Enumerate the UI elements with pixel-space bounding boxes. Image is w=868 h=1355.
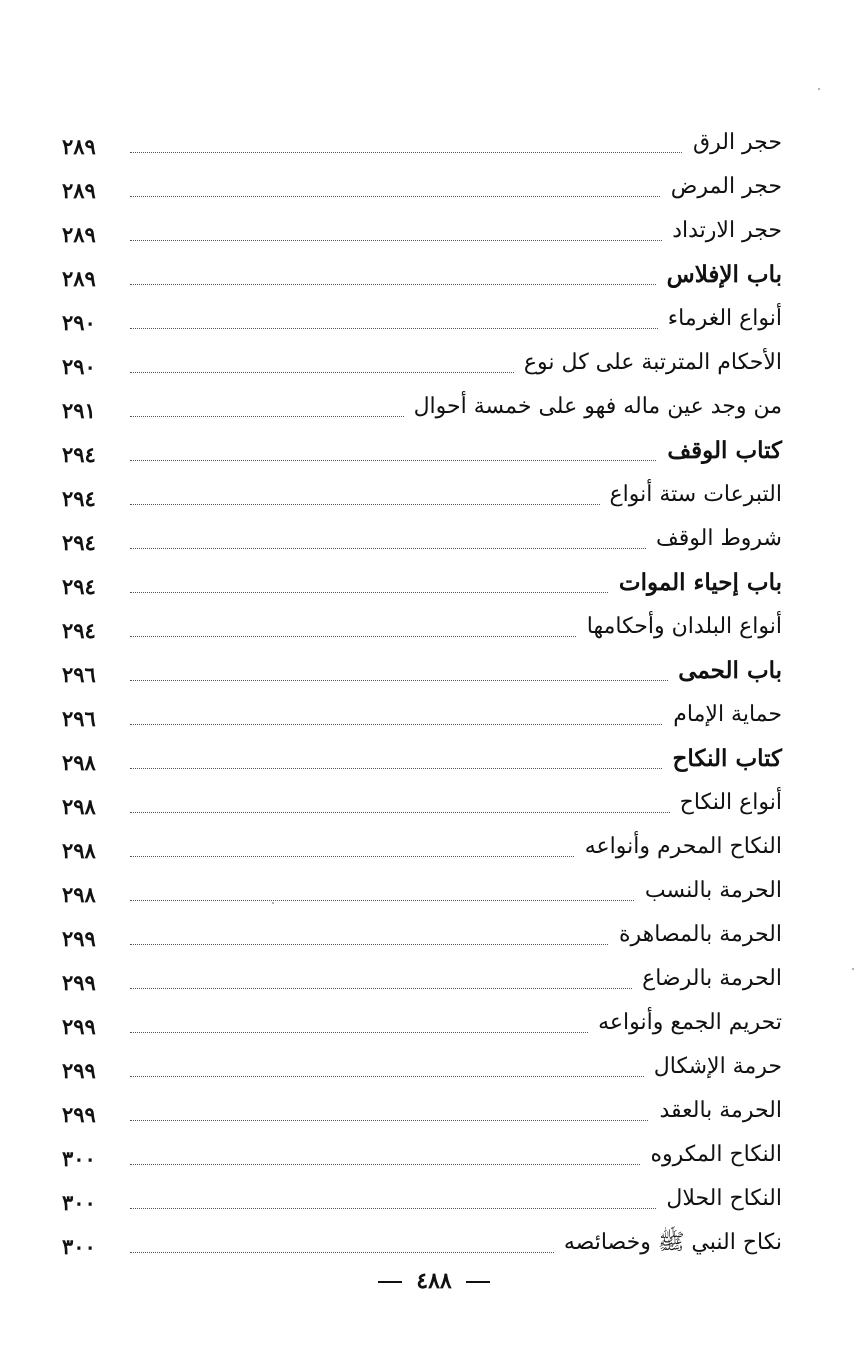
toc-entry-title: الحرمة بالمصاهرة: [609, 920, 782, 950]
dot-leader: [130, 812, 762, 813]
toc-entry: [62, 824, 792, 868]
toc-entry-title: نكاح النبي ﷺ وخصائصه: [554, 1228, 782, 1258]
toc-page-number: ٢٩٩: [62, 926, 96, 951]
page-footer: [0, 1268, 868, 1294]
toc-entry: [62, 604, 792, 648]
toc-page-number: ٢٩٤: [62, 530, 96, 555]
toc-page-number: ٢٩٤: [62, 574, 96, 599]
toc-entry: [62, 780, 792, 824]
toc-entry-title: أنواع الغرماء: [658, 304, 782, 334]
toc-entry: [62, 384, 792, 428]
toc-entry: [62, 912, 792, 956]
toc-page-number: ٢٨٩: [62, 222, 96, 247]
toc-page-number: ٢٩٦: [62, 706, 96, 731]
toc-entry: [62, 560, 792, 604]
toc-entry-title: النكاح المحرم وأنواعه: [575, 832, 782, 862]
toc-entry: [62, 1220, 792, 1264]
toc-entry-title: تحريم الجمع وأنواعه: [588, 1008, 782, 1038]
toc-entry-title: من وجد عين ماله فهو على خمسة أحوال: [404, 392, 782, 422]
toc-page-number: ٢٩٤: [62, 618, 96, 643]
toc-page-number: ٢٨٩: [62, 134, 96, 159]
toc-entry-title: حجر الارتداد: [662, 216, 782, 246]
toc-entry-title: النكاح الحلال: [656, 1184, 782, 1214]
toc-entry-title: الحرمة بالنسب: [635, 876, 782, 906]
toc-entry: [62, 516, 792, 560]
toc-entry: [62, 428, 792, 472]
toc-entry-title: التبرعات ستة أنواع: [600, 480, 782, 510]
toc-entry: [62, 692, 792, 736]
toc-page-number: ٢٨٩: [62, 266, 96, 291]
toc-section-heading: باب إحياء الموات: [609, 568, 782, 598]
toc-entry: [62, 648, 792, 692]
scan-speck: [852, 968, 854, 970]
toc-page-number: ٢٩٤: [62, 486, 96, 511]
toc-section-heading: باب الإفلاس: [657, 260, 782, 290]
toc-entry: [62, 252, 792, 296]
toc-entry-title: حجر الرق: [683, 128, 782, 158]
toc-entry-title: حجر المرض: [661, 172, 782, 202]
dot-leader: [130, 152, 762, 153]
toc-entry-title: حماية الإمام: [663, 700, 782, 730]
toc-entry: [62, 1088, 792, 1132]
toc-entry-title: الحرمة بالعقد: [649, 1096, 782, 1126]
toc-entry-title: حرمة الإشكال: [644, 1052, 782, 1082]
toc-page-number: ٢٩٩: [62, 1058, 96, 1083]
toc-entry: [62, 120, 792, 164]
page-number: ٤٨٨: [416, 1268, 452, 1294]
toc-entry: [62, 868, 792, 912]
toc-entry: [62, 340, 792, 384]
toc-page-number: ٢٩٦: [62, 662, 96, 687]
toc-entry-title: أنواع البلدان وأحكامها: [577, 612, 782, 642]
toc-entry-title: أنواع النكاح: [670, 788, 782, 818]
toc-page-number: ٢٨٩: [62, 178, 96, 203]
toc-page-number: ٢٩٤: [62, 442, 96, 467]
table-of-contents: [62, 120, 792, 1264]
toc-entry-title: النكاح المكروه: [641, 1140, 782, 1170]
toc-entry: [62, 164, 792, 208]
toc-page-number: ٣٠٠: [62, 1190, 96, 1215]
toc-page-number: ٢٩٨: [62, 794, 96, 819]
footer-dash-left: [378, 1281, 402, 1283]
toc-page-number: ٣٠٠: [62, 1234, 96, 1259]
toc-entry: [62, 1176, 792, 1220]
scan-speck: [818, 88, 820, 90]
footer-dash-right: [466, 1281, 490, 1283]
toc-page-number: ٢٩٨: [62, 882, 96, 907]
toc-page-number: ٢٩٠: [62, 310, 96, 335]
toc-entry-title: الحرمة بالرضاع: [632, 964, 782, 994]
toc-section-heading: باب الحمى: [668, 656, 782, 686]
toc-entry: [62, 736, 792, 780]
toc-page-number: ٢٩٩: [62, 1014, 96, 1039]
toc-entry: [62, 1000, 792, 1044]
toc-page-number: ٢٩٨: [62, 838, 96, 863]
toc-page-number: ٢٩٨: [62, 750, 96, 775]
toc-section-heading: كتاب الوقف: [657, 436, 782, 466]
toc-entry-title: الأحكام المترتبة على كل نوع: [514, 348, 782, 378]
toc-entry: [62, 208, 792, 252]
toc-entry: [62, 296, 792, 340]
toc-entry: [62, 1044, 792, 1088]
toc-page-number: ٣٠٠: [62, 1146, 96, 1171]
dot-leader: [130, 680, 762, 681]
toc-page-number: ٢٩٩: [62, 970, 96, 995]
scan-speck: [272, 902, 274, 904]
toc-entry: [62, 472, 792, 516]
toc-entry-title: شروط الوقف: [646, 524, 782, 554]
toc-page-number: ٢٩٠: [62, 354, 96, 379]
toc-page-number: ٢٩١: [62, 398, 96, 423]
toc-entry: [62, 956, 792, 1000]
toc-section-heading: كتاب النكاح: [663, 744, 782, 774]
toc-page-number: ٢٩٩: [62, 1102, 96, 1127]
toc-entry: [62, 1132, 792, 1176]
